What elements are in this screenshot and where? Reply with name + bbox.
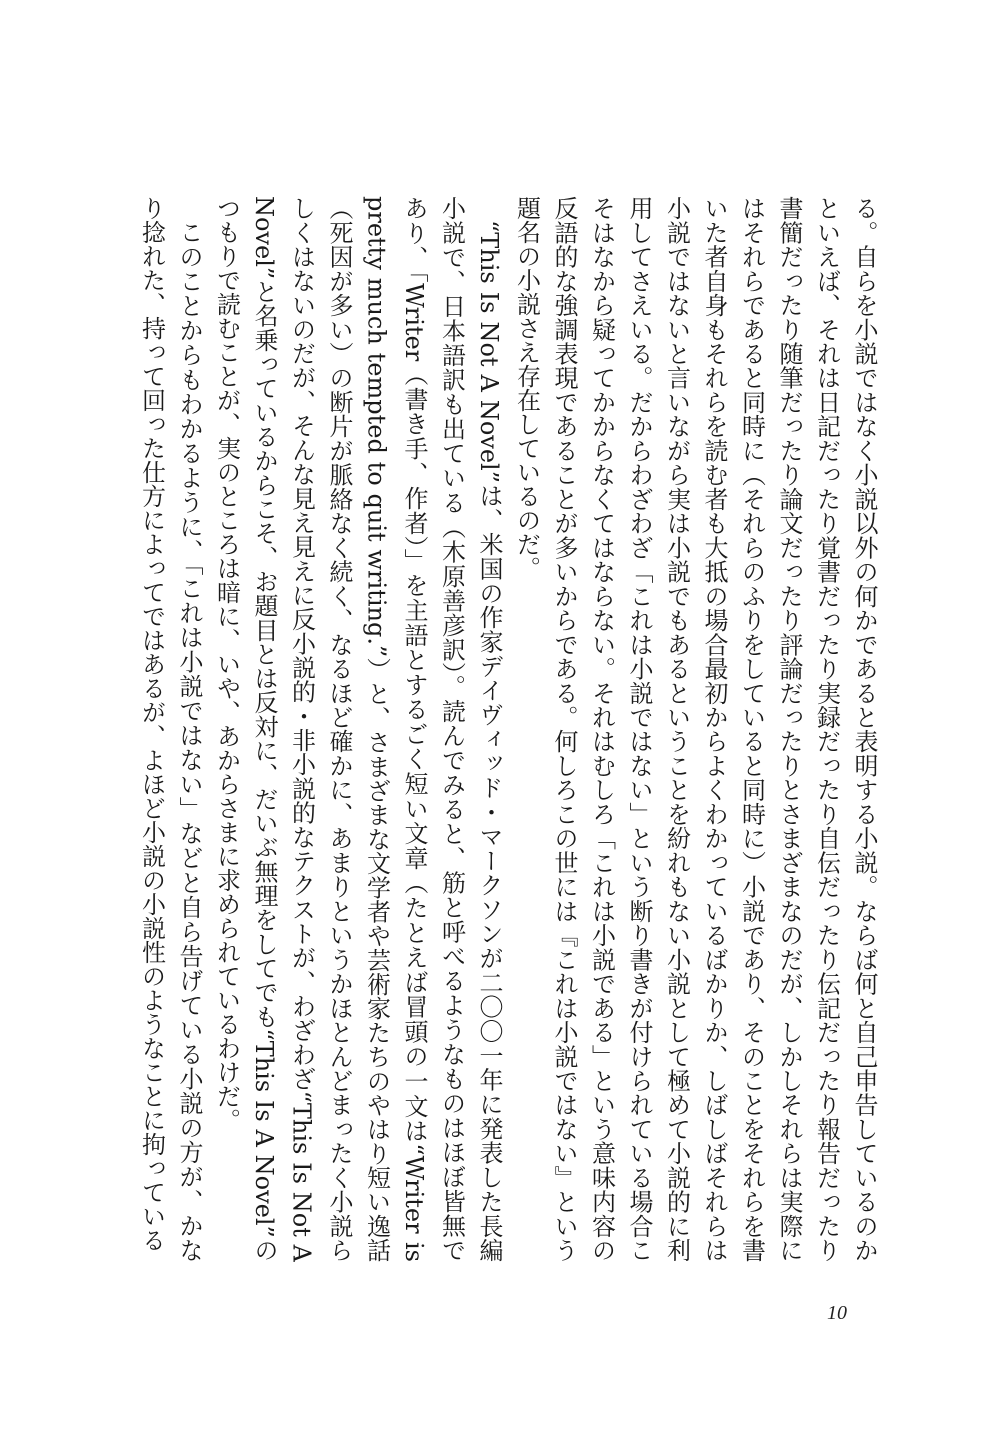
paragraph-1: る。自らを小説ではなく小説以外の何かであると表明する小説。ならば何と自己申告しているのかといえば、それは日記だったり覚書だったり実録だったり自伝だったり伝記だったり報告だったり書簡だったり随筆だったり論文だったり評論だったりとさまざまなのだが、しかしそれらは実際にはそれらであると同時に（それらのふりをしていると同時に）小説であり、そのことをそれらを書いた者自身もそれらを読む者も大抵の場合最初からよくわかっているばかりか、しばしばそれらは小説ではないと言いながら実は小説でもあるということを紛れもない小説として極めて小説的に利用してさえいる。だからわざわざ「これは小説ではない」という断り書きが付けられている場合こそはなから疑ってかからなくてはならない。それはむしろ「これは小説である」という意味内容の反語的な強調表現であることが多いからである。何しろこの世には『これは小説ではない』という題名の小説さえ存在しているのだ。: [512, 196, 878, 1262]
page-number: 10: [827, 1302, 847, 1324]
paragraph-3: このことからもわかるように、「これは小説ではない」などと自ら告げている小説の方が、かなり捻れた、持って回った仕方によってではあるが、よほど小説の小説性のようなことに拘っている: [137, 196, 203, 1262]
vertical-text-body: [102, 196, 882, 1262]
paragraph-2: “This Is Not A Novel”は、米国の作家デイヴィッド・マークソンが二〇〇一年に発表した長編小説で、日本語訳も出ている（木原善彦訳）。読んでみると、筋と呼べるようなものはほぼ皆無であり、「Writer（書き手、作者）」を主語とするごく短い文章（たとえば冒頭の一文は“Writer is pretty much tempted to quit writing.”）と、さまざまな文学者や芸術家たちのやはり短い逸話（死因が多い）の断片が脈絡なく続く、なるほど確かに、あまりというかほとんどまったく小説らしくはないのだが、そんな見え見えに反小説的・非小説的なテクストが、わざわざ“This Is Not A Novel”と名乗っているからこそ、お題目とは反対に、だいぶ無理をしてでも“This Is A Novel”のつもりで読むことが、実のところは暗に、いや、あからさまに求められているわけだ。: [212, 196, 503, 1262]
